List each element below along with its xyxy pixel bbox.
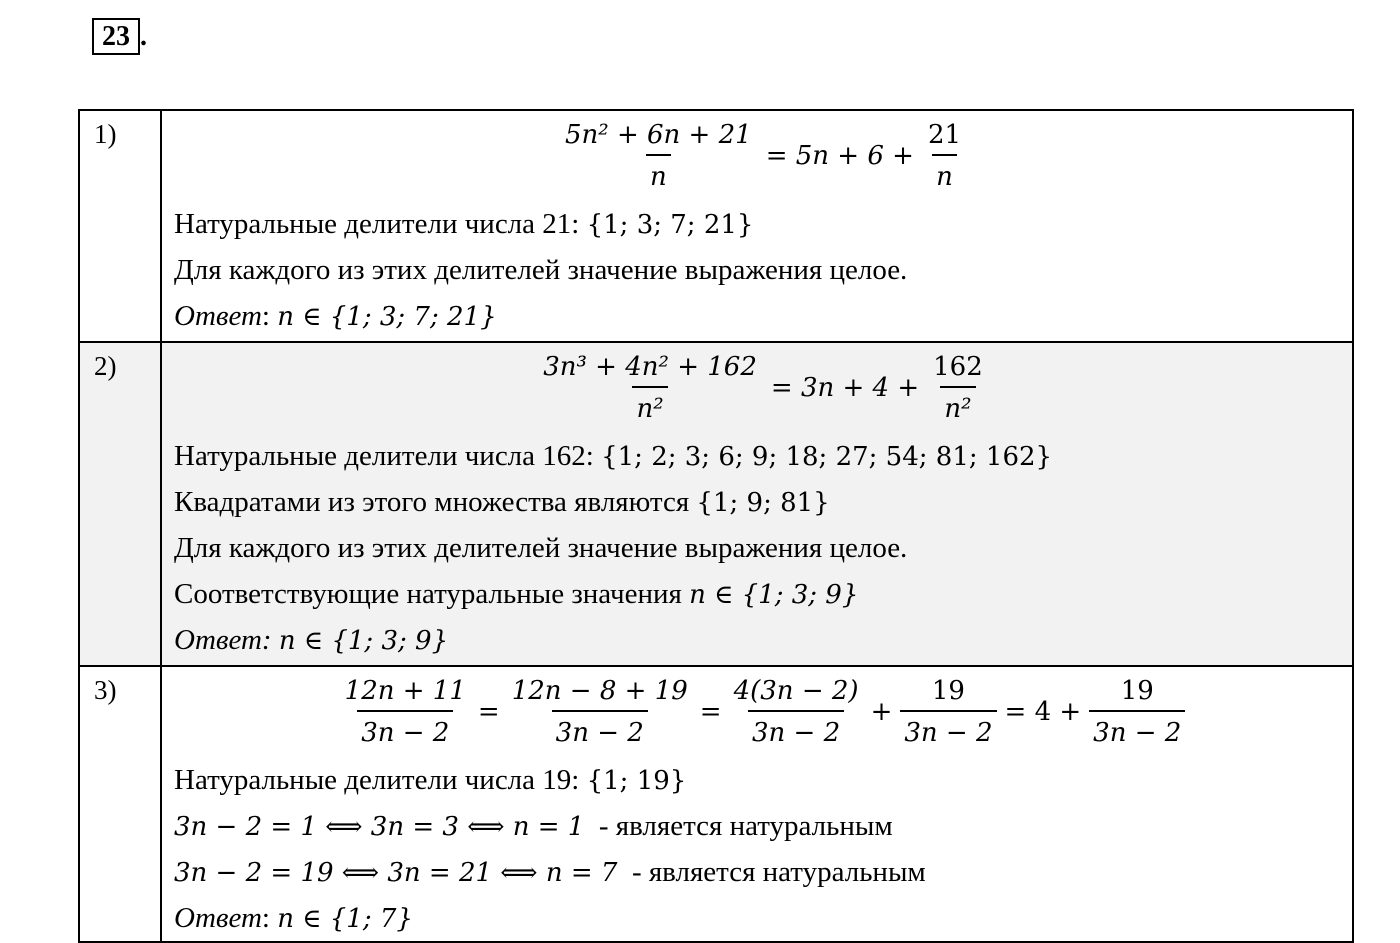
line-text: Для каждого из этих делителей значение выражения целое.: [174, 254, 908, 286]
answer-math: n ∈ {1; 3; 7; 21}: [277, 302, 497, 332]
line-math: 3n − 2 = 19 ⟺ 3n = 21 ⟺ n = 7: [174, 858, 618, 888]
fraction: [900, 674, 996, 750]
line-math: {1; 9; 81}: [696, 488, 830, 518]
line-math: {1; 19}: [586, 766, 687, 796]
denominator: 3n − 2: [1089, 710, 1185, 750]
formula-equals: = 3n + 4 +: [770, 373, 920, 403]
answer-separator: [272, 624, 279, 656]
fraction: [341, 674, 470, 750]
fraction: [929, 350, 987, 426]
numerator: 5n² + 6n + 21: [564, 120, 752, 150]
equals-sign: =: [699, 697, 722, 727]
row-label: 3): [79, 666, 161, 942]
answer-math: n ∈ {1; 3; 9}: [278, 626, 449, 656]
answer-separator: :: [261, 902, 278, 934]
fraction: [539, 350, 761, 426]
line-math: 3n − 2 = 1 ⟺ 3n = 3 ⟺ n = 1: [174, 812, 585, 842]
solution-row-1: [79, 110, 1353, 342]
problem-number-dot: .: [140, 20, 147, 52]
row-body: [161, 666, 1353, 942]
text-line: [174, 433, 1352, 479]
line-text: - является натуральным: [584, 810, 893, 842]
solution-row-3: [79, 666, 1353, 942]
row-label: 2): [79, 342, 161, 666]
formula: [174, 667, 1352, 757]
formula: [174, 111, 1352, 201]
line-text: Натуральные делители числа 162:: [174, 440, 602, 472]
line-text: Для каждого из этих делителей значение выражения целое.: [174, 532, 908, 564]
numerator: 12n − 8 + 19: [511, 676, 688, 706]
numerator: 19: [931, 676, 965, 706]
denominator: n: [646, 154, 671, 194]
plus-sign: +: [870, 697, 893, 727]
line-text: Квадратами из этого множества являются: [174, 486, 697, 518]
fraction: [1089, 674, 1185, 750]
text-line: [174, 479, 1352, 525]
answer-line: [174, 293, 1352, 339]
text-line: [174, 201, 1352, 247]
problem-number: [92, 18, 147, 55]
answer-label: Ответ:: [174, 624, 272, 656]
text-line: [174, 849, 1352, 895]
fraction: [508, 674, 692, 750]
fraction: [730, 674, 863, 750]
row-body: [161, 342, 1353, 666]
answer-label: Ответ: [174, 300, 262, 332]
numerator: 4(3n − 2): [733, 676, 859, 706]
text-line: [174, 525, 1352, 571]
denominator: n²: [940, 386, 975, 426]
answer-line: [174, 895, 1352, 941]
fraction: [924, 118, 965, 194]
numerator: 12n + 11: [344, 676, 466, 706]
solution-table: [78, 109, 1354, 943]
solution-row-2: [79, 342, 1353, 666]
numerator: 19: [1120, 676, 1154, 706]
text-line: [174, 247, 1352, 293]
answer-label: Ответ: [174, 902, 262, 934]
problem-number-box: 23: [92, 18, 140, 55]
line-text: Соответствующие натуральные значения: [174, 578, 690, 610]
fraction: [561, 118, 756, 194]
formula: [174, 343, 1352, 433]
denominator: n: [932, 154, 957, 194]
numerator: 3n³ + 4n² + 162: [543, 352, 757, 382]
denominator: 3n − 2: [357, 710, 453, 750]
denominator: 3n − 2: [552, 710, 648, 750]
equals-sign: =: [477, 697, 500, 727]
text-line: [174, 571, 1352, 617]
text-line: [174, 803, 1352, 849]
line-math: {1; 3; 7; 21}: [586, 210, 754, 240]
line-text: - является натуральным: [617, 856, 926, 888]
denominator: 3n − 2: [900, 710, 996, 750]
text-line: [174, 757, 1352, 803]
line-math: {1; 2; 3; 6; 9; 18; 27; 54; 81; 162}: [601, 442, 1053, 472]
row-body: [161, 110, 1353, 342]
denominator: n²: [632, 386, 667, 426]
denominator: 3n − 2: [748, 710, 844, 750]
answer-separator: :: [261, 300, 278, 332]
formula-equals: = 5n + 6 +: [765, 141, 914, 171]
answer-line: [174, 617, 1352, 663]
line-text: Натуральные делители числа 21:: [174, 208, 587, 240]
formula-tail: = 4 +: [1004, 697, 1082, 727]
numerator: 162: [933, 352, 983, 382]
numerator: 21: [927, 120, 962, 150]
line-text: Натуральные делители числа 19:: [174, 764, 587, 796]
row-label: 1): [79, 110, 161, 342]
line-math: n ∈ {1; 3; 9}: [689, 580, 859, 610]
answer-math: n ∈ {1; 7}: [277, 904, 413, 934]
